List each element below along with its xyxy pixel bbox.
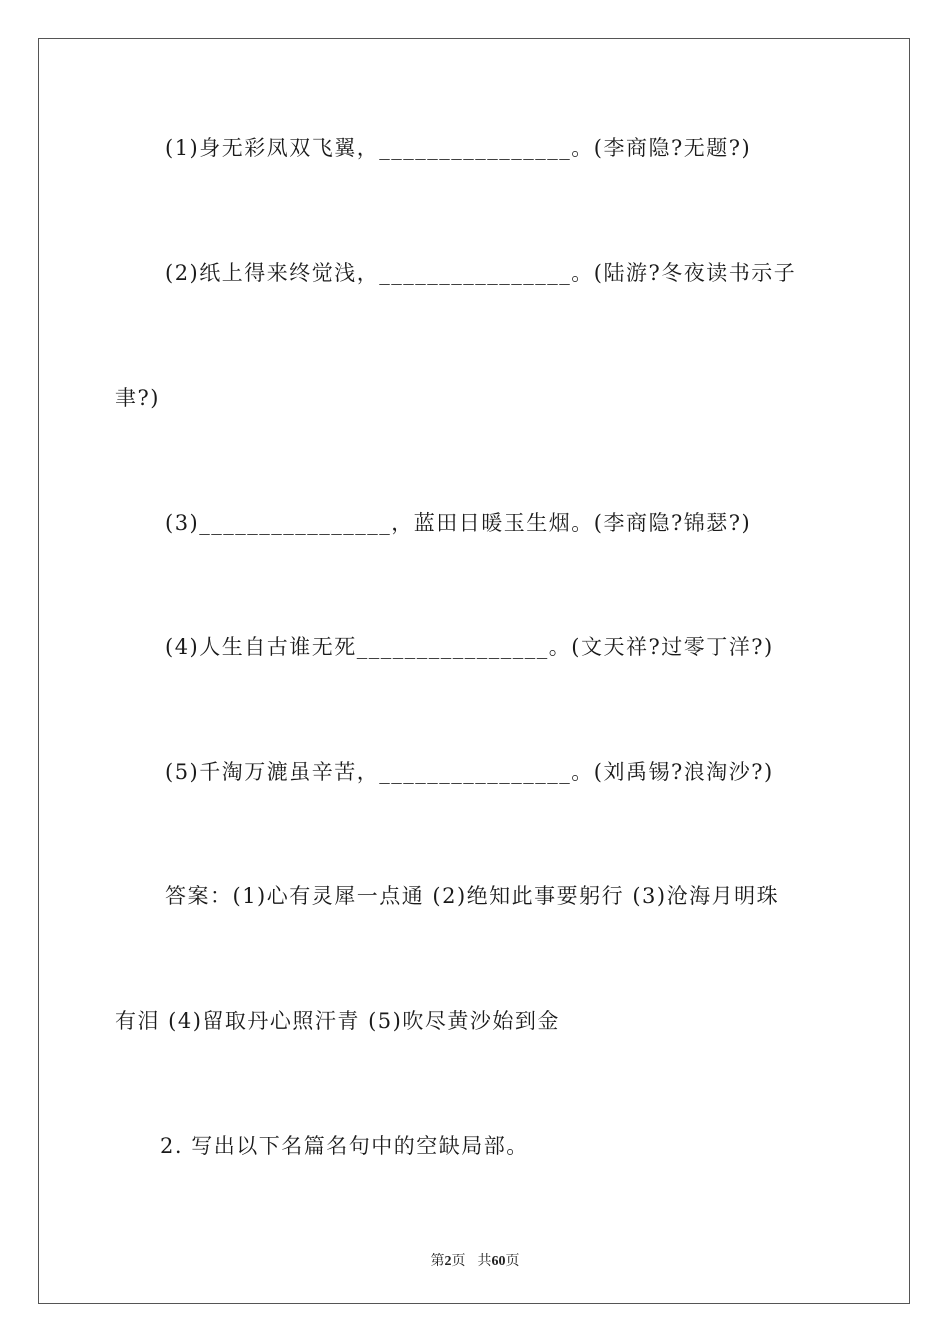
page-border: [38, 38, 910, 1304]
question-4: (4)人生自古谁无死________________。(文天祥?过零丁洋?): [165, 635, 774, 659]
footer-total-suffix: 页: [505, 1254, 520, 1269]
question-1: (1)身无彩凤双飞翼，________________。(李商隐?无题?): [165, 136, 752, 160]
question-5: (5)千淘万漉虽辛苦，________________。(刘禹锡?浪淘沙?): [165, 760, 774, 784]
question-2: (2)纸上得来终觉浅，________________。(陆游?冬夜读书示子: [165, 261, 797, 285]
answer-line-1: 答案：(1)心有灵犀一点通 (2)绝知此事要躬行 (3)沧海月明珠: [165, 884, 780, 908]
footer-current-page: 2: [444, 1254, 452, 1269]
answer-line-2: 有泪 (4)留取丹心照汗青 (5)吹尽黄沙始到金: [115, 1009, 560, 1033]
footer-prefix: 第: [430, 1254, 445, 1269]
footer-total-pages: 60: [491, 1254, 506, 1269]
section-2-heading: 2. 写出以下名篇名句中的空缺局部。: [160, 1134, 529, 1158]
footer-total-prefix: 共: [477, 1254, 492, 1269]
page-footer: [0, 1250, 950, 1270]
question-3: (3)________________，蓝田日暖玉生烟。(李商隐?锦瑟?): [165, 511, 752, 535]
footer-page-suffix: 页: [451, 1254, 466, 1269]
question-2-continuation: 聿?): [115, 386, 160, 410]
